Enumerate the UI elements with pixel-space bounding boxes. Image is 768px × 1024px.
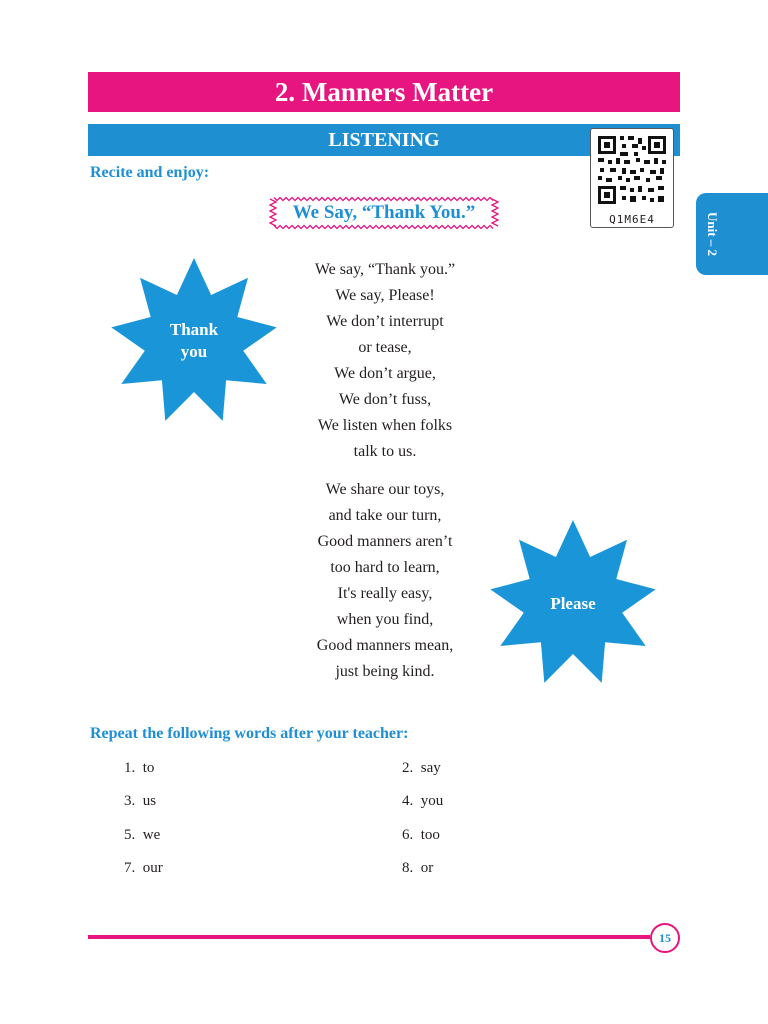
page-number xyxy=(650,923,680,953)
word-item: 2. say xyxy=(402,760,441,776)
poem-line: We don’t interrupt xyxy=(326,313,444,330)
word-item: 6. too xyxy=(402,827,440,843)
recite-instruction: Recite and enjoy: xyxy=(90,164,210,181)
poem-stanza-1 xyxy=(240,257,530,465)
unit-tab-label: Unit – 2 xyxy=(705,211,720,257)
poem-line: just being kind. xyxy=(335,663,435,680)
poem-line: We listen when folks xyxy=(317,417,453,434)
poem-line: We say, “Thank you.” xyxy=(314,261,456,278)
thank-you-star-line2: you xyxy=(180,342,208,361)
word-item: 4. you xyxy=(402,793,444,809)
footer-divider xyxy=(88,935,650,939)
poem-line: talk to us. xyxy=(353,443,417,460)
qr-code-label: Q1M6E4 xyxy=(609,213,655,226)
repeat-instruction: Repeat the following words after your teacher: xyxy=(90,725,409,742)
please-star-label: Please xyxy=(550,594,596,613)
poem-line: We don’t fuss, xyxy=(338,391,432,408)
poem-title-box xyxy=(268,196,500,230)
poem-stanza-2 xyxy=(240,477,530,685)
poem-line: We don’t argue, xyxy=(334,365,436,382)
poem-line: when you find, xyxy=(336,611,434,628)
lesson-title: 2. Manners Matter xyxy=(274,76,494,107)
word-item: 8. or xyxy=(402,860,434,876)
qr-code[interactable] xyxy=(590,128,674,228)
word-item: 3. us xyxy=(124,793,157,809)
poem-line: too hard to learn, xyxy=(330,559,440,576)
poem-line: We share our toys, xyxy=(325,481,445,498)
poem-line: Good manners mean, xyxy=(316,637,454,654)
thank-you-star-line1: Thank xyxy=(169,320,219,339)
section-title: LISTENING xyxy=(328,128,440,151)
lesson-title-bar xyxy=(88,72,680,112)
word-item: 1. to xyxy=(124,760,155,776)
word-item: 5. we xyxy=(124,827,161,843)
poem-line: Good manners aren’t xyxy=(317,533,453,550)
poem-line: or tease, xyxy=(358,339,412,356)
poem-line: It's really easy, xyxy=(337,585,433,602)
poem-line: and take our turn, xyxy=(328,507,442,524)
poem-line: We say, Please! xyxy=(335,287,435,304)
poem-title: We Say, “Thank You.” xyxy=(292,202,476,223)
word-item: 7. our xyxy=(124,860,163,876)
qr-code-icon xyxy=(596,134,668,206)
unit-tab xyxy=(696,193,768,275)
page-number-text: 15 xyxy=(659,930,671,945)
